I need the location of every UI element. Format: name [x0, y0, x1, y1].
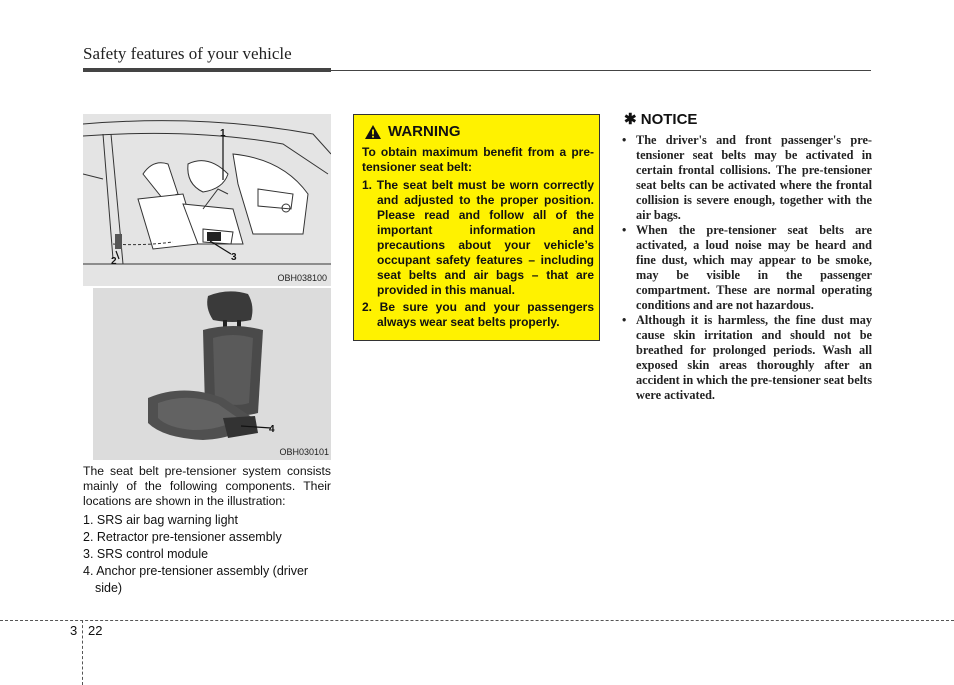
chapter-number: 3: [70, 623, 78, 638]
header-rule-thin: [331, 70, 871, 71]
callout-1: 1: [220, 128, 226, 139]
seat-illustration: [93, 288, 331, 460]
retractor-marker: [115, 234, 122, 249]
warning-box: [353, 114, 600, 341]
list-item: 2. Be sure you and your passengers always wear seat belts properly.: [362, 300, 594, 329]
header-rule-thick: [83, 68, 331, 72]
callout-4: 4: [269, 424, 275, 435]
warning-triangle-icon: [364, 124, 382, 140]
footer-divider: [0, 620, 954, 621]
notice-list: [622, 133, 872, 403]
warning-list: [362, 178, 594, 332]
list-item: 1. The seat belt must be worn correctly and adjusted to the proper position. Please read and follow all of the important information and precautions about your vehicle’s occupant safety features – including seat belts and air bags – that are provided in this manual.: [362, 178, 594, 297]
list-item: • Although it is harmless, the fine dust may cause skin irritation and should not be breathed for prolonged periods. Wash all exposed skin areas thoroughly after an accident in which the pre-tensioner seat belts were activated.: [622, 313, 872, 402]
figure1-code: OBH038100: [277, 273, 327, 283]
list-item: 1. SRS air bag warning light: [83, 513, 238, 527]
warning-intro: To obtain maximum benefit from a pre-tensioner seat belt:: [362, 145, 594, 174]
bullet-icon: •: [622, 223, 627, 237]
list-item: • When the pre-tensioner seat belts are activated, a loud noise may be heard and fine dust, which may appear to be smoke, may be visible in the passenger compartment. These are normal operating conditions and are not hazardous.: [622, 223, 872, 312]
callout-2: 2: [111, 256, 117, 267]
page-number: 22: [88, 623, 103, 638]
footer-vertical-divider: [82, 620, 83, 685]
callout-3: 3: [231, 252, 237, 263]
figure2-code: OBH030101: [279, 447, 329, 457]
components-list: [83, 512, 331, 597]
figure-car-interior: [83, 114, 331, 286]
car-interior-illustration: [83, 114, 331, 286]
figure-driver-seat: [93, 288, 331, 460]
warning-title: WARNING: [388, 123, 461, 140]
intro-paragraph: The seat belt pre-tensioner system consists mainly of the following components. Their locations are shown in the illustration:: [83, 464, 331, 508]
list-item: • The driver's and front passenger's pre-tensioner seat belts may be activated in certain frontal collisions. The pre-tensioner seat belts can be activated where the frontal collision is severe enough, together with the air bags.: [622, 133, 872, 222]
bullet-icon: •: [622, 133, 627, 147]
list-item: 3. SRS control module: [83, 547, 209, 561]
warning-heading: [364, 123, 461, 140]
control-module-marker: [207, 232, 221, 241]
notice-heading: ✱ NOTICE: [624, 111, 698, 128]
list-item: 2. Retractor pre-tensioner assembly: [83, 530, 282, 544]
page-header-title: Safety features of your vehicle: [83, 44, 292, 63]
list-item: 4. Anchor pre-tensioner assembly (driver side): [83, 564, 309, 595]
bullet-icon: •: [622, 313, 627, 327]
